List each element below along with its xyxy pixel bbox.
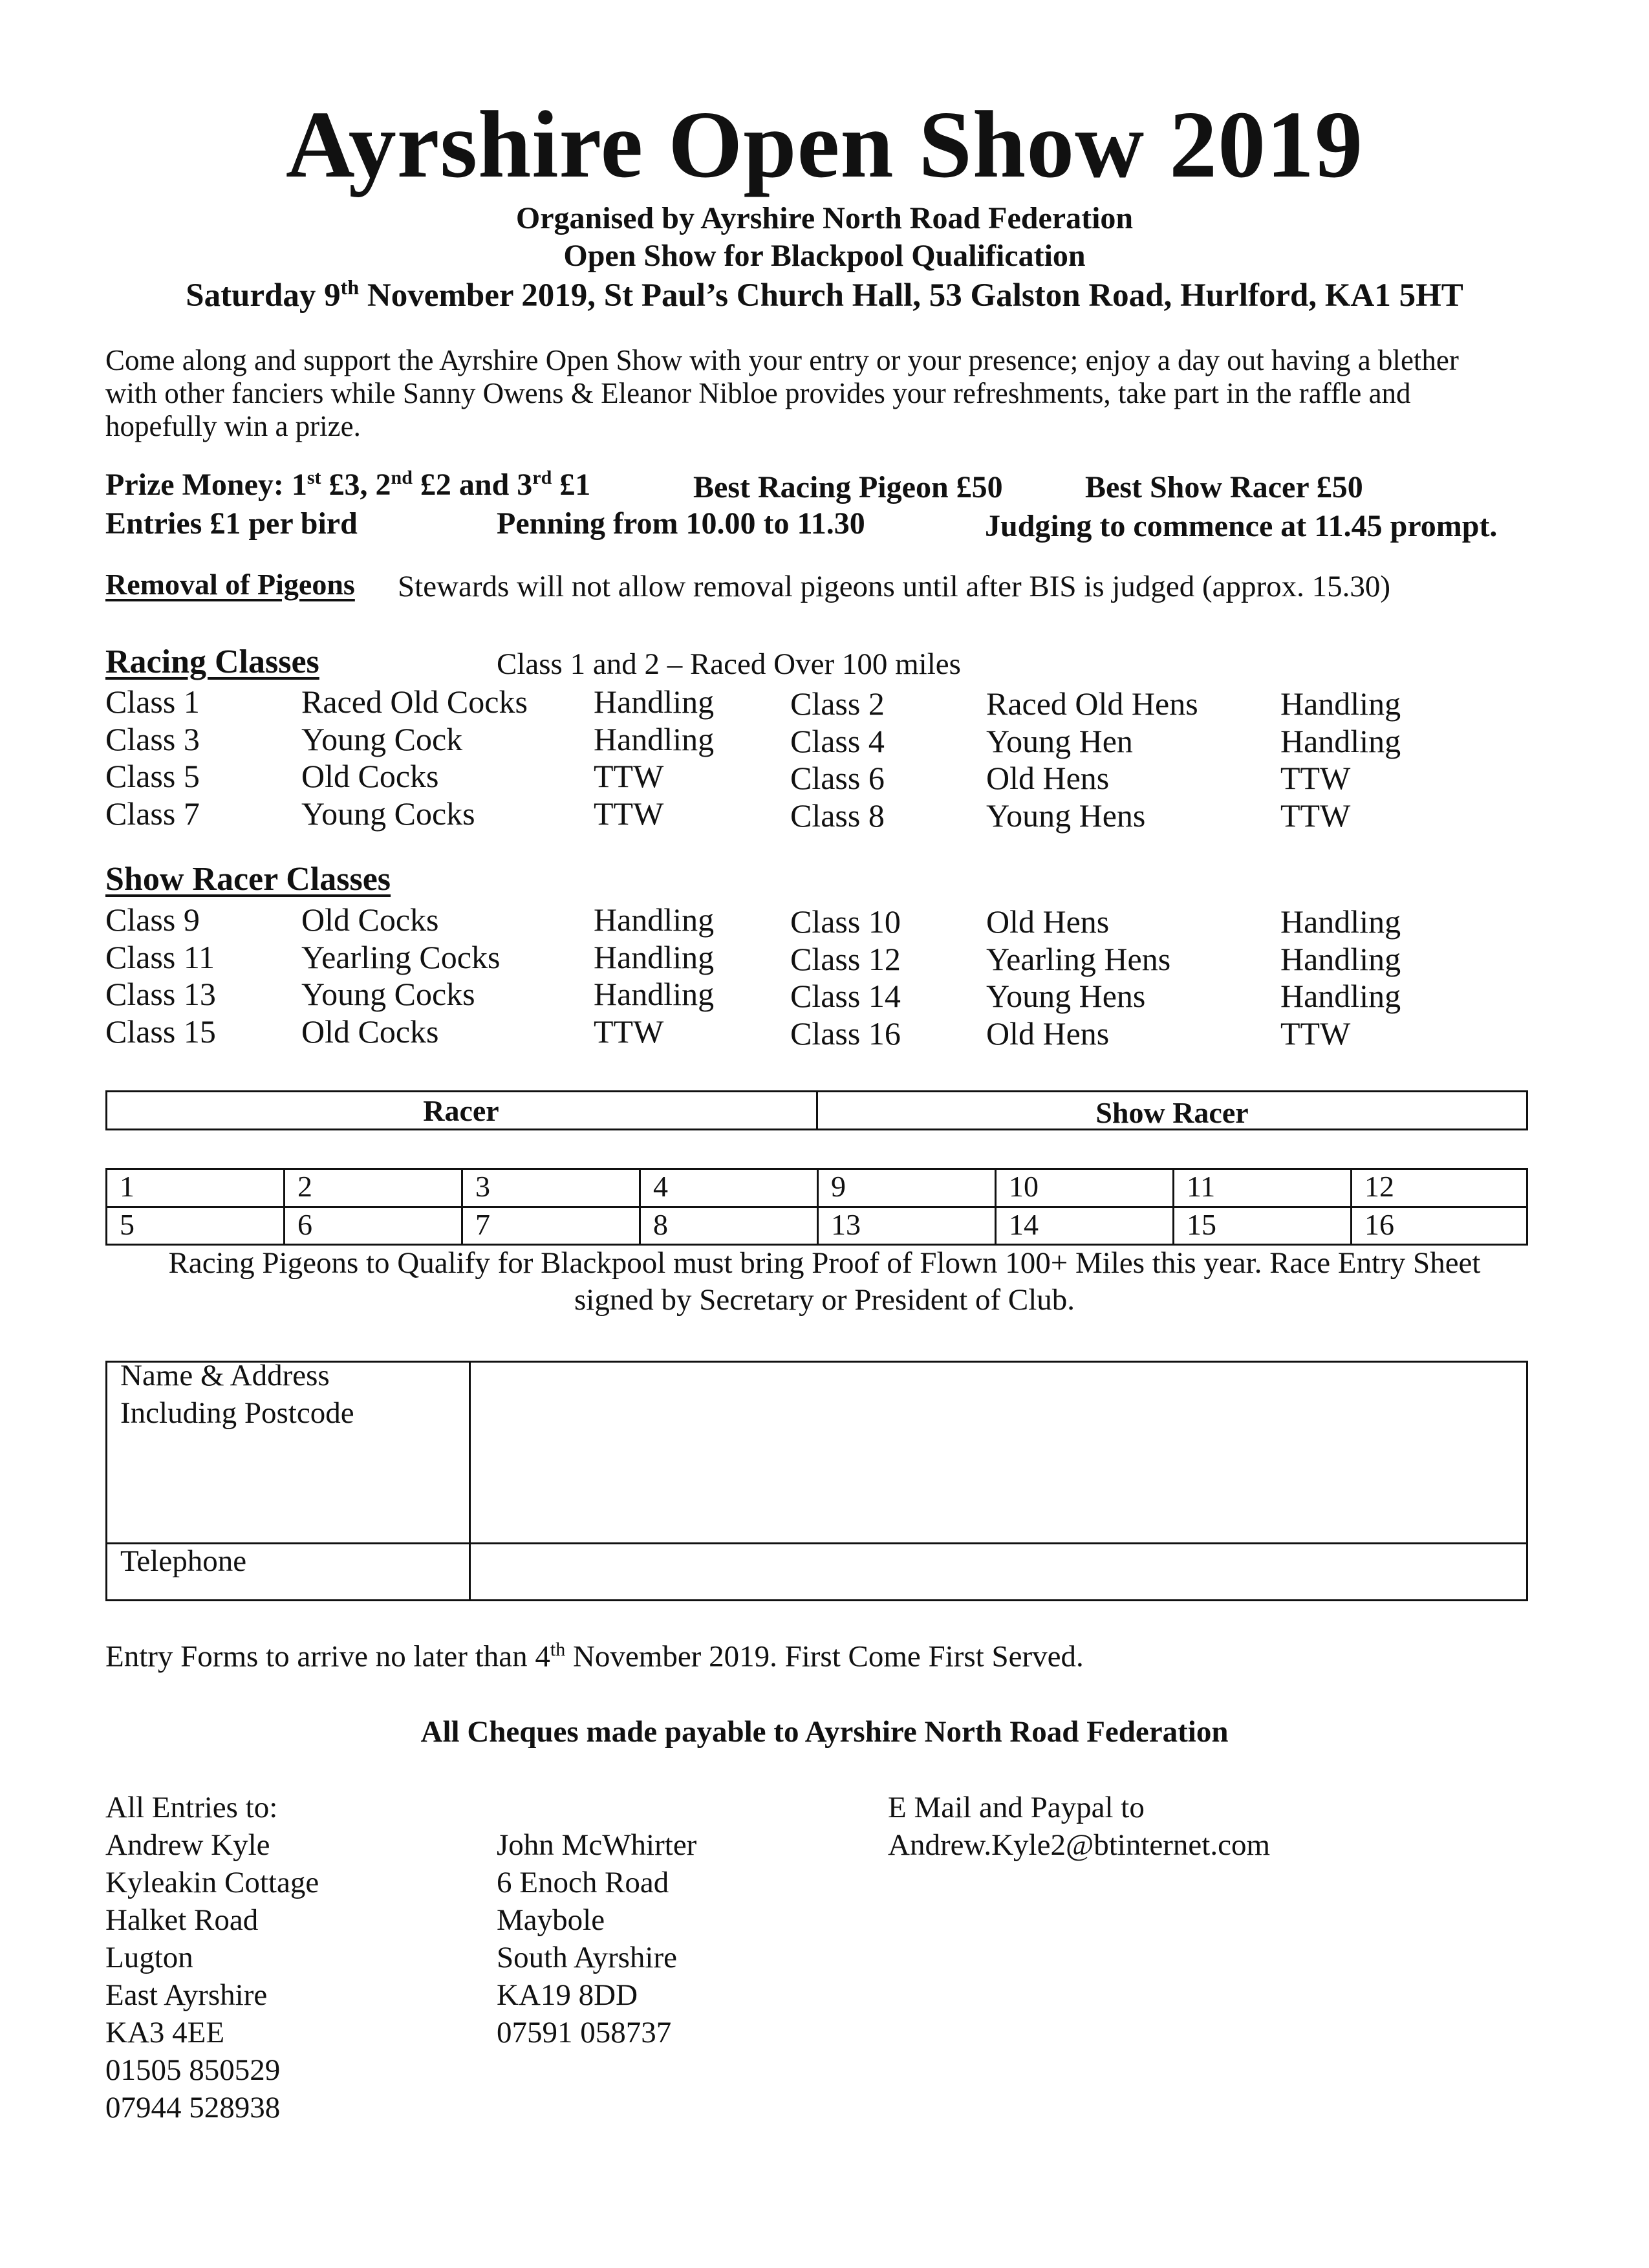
class-description: Young Cock	[301, 720, 463, 757]
class-number: Class 14	[790, 978, 901, 1014]
class-number: Class 3	[105, 720, 200, 757]
contact-line: 07944 528938	[105, 2091, 281, 2124]
removal-label: Removal of Pigeons	[105, 568, 355, 601]
organiser-line: Organised by Ayrshire North Road Federation	[515, 201, 1134, 235]
intro-line-3: hopefully win a prize.	[105, 410, 361, 442]
judging-method: Handling	[1280, 978, 1401, 1014]
contact-line: John McWhirter	[497, 1828, 697, 1862]
intro-line-2: with other fanciers while Sanny Owens & Eleanor Nibloe provides your refreshments, take part in the raffle and	[105, 377, 1411, 409]
entry-grid-cell[interactable]: 4	[653, 1170, 668, 1203]
telephone-field[interactable]	[471, 1545, 1525, 1599]
entry-grid-cell[interactable]: 14	[1009, 1208, 1039, 1241]
class-description: Old Hens	[986, 760, 1110, 796]
email-paypal-heading: E Mail and Paypal to	[888, 1791, 1145, 1824]
entry-grid-column-divider	[1172, 1168, 1174, 1246]
class-description: Young Hen	[986, 722, 1133, 759]
postcode-label: Including Postcode	[120, 1396, 354, 1430]
class-number: Class 6	[790, 760, 885, 796]
entry-grid-cell[interactable]: 2	[297, 1170, 312, 1203]
removal-text: Stewards will not allow removal pigeons until after BIS is judged (approx. 15.30)	[398, 570, 1391, 603]
class-number: Class 12	[790, 940, 901, 977]
cheques-payable: All Cheques made payable to Ayrshire North Road Federation	[420, 1715, 1229, 1749]
show-racer-classes-heading: Show Racer Classes	[105, 861, 391, 898]
judging-method: Handling	[594, 976, 715, 1012]
entry-grid-column-divider	[817, 1168, 819, 1246]
page-title: Ayrshire Open Show 2019	[285, 92, 1364, 198]
telephone-label: Telephone	[120, 1544, 247, 1578]
entry-grid-column-divider	[1350, 1168, 1352, 1246]
prize-money: Prize Money: 1st £3, 2nd £2 and 3rd £1	[105, 467, 591, 502]
class-number: Class 2	[790, 686, 885, 722]
racing-classes-note: Class 1 and 2 – Raced Over 100 miles	[497, 647, 961, 681]
class-description: Old Cocks	[301, 902, 439, 938]
class-number: Class 13	[105, 976, 216, 1012]
class-number: Class 1	[105, 684, 200, 720]
entry-grid-cell[interactable]: 11	[1187, 1170, 1216, 1203]
judging-method: TTW	[594, 1013, 664, 1050]
class-description: Old Cocks	[301, 1013, 439, 1050]
entry-grid-cell[interactable]: 3	[475, 1170, 490, 1203]
entry-grid-cell[interactable]: 5	[120, 1208, 135, 1241]
name-address-label: Name & Address	[120, 1359, 330, 1392]
entry-grid-cell[interactable]: 9	[831, 1170, 846, 1203]
judging-time: Judging to commence at 11.45 prompt.	[985, 509, 1498, 543]
email-address[interactable]: Andrew.Kyle2@btinternet.com	[888, 1828, 1271, 1862]
entry-grid-cell[interactable]: 16	[1364, 1208, 1394, 1241]
contact-line: East Ayrshire	[105, 1978, 268, 2012]
entry-grid-cell[interactable]: 7	[475, 1208, 490, 1241]
judging-method: Handling	[1280, 903, 1401, 940]
judging-method: TTW	[1280, 1015, 1351, 1052]
entry-grid-cell[interactable]: 15	[1187, 1208, 1216, 1241]
racing-classes-heading: Racing Classes	[105, 643, 319, 680]
class-description: Raced Old Cocks	[301, 684, 528, 720]
purpose-line: Open Show for Blackpool Qualification	[563, 239, 1086, 273]
penning-time: Penning from 10.00 to 11.30	[497, 506, 865, 541]
qualify-note-line-2: signed by Secretary or President of Club.	[574, 1283, 1075, 1317]
contact-line: Andrew Kyle	[105, 1828, 270, 1862]
class-description: Yearling Cocks	[301, 938, 501, 975]
entries-to-heading: All Entries to:	[105, 1791, 278, 1824]
class-number: Class 9	[105, 902, 200, 938]
judging-method: Handling	[1280, 940, 1401, 977]
entry-grid-cell[interactable]: 6	[297, 1208, 312, 1241]
entries-fee: Entries £1 per bird	[105, 506, 358, 541]
class-description: Young Hens	[986, 978, 1146, 1014]
class-description: Raced Old Hens	[986, 686, 1198, 722]
contact-line: 07591 058737	[497, 2016, 672, 2049]
contact-line: Halket Road	[105, 1903, 259, 1937]
racer-label: Racer	[423, 1094, 499, 1127]
class-number: Class 15	[105, 1013, 216, 1050]
class-number: Class 10	[790, 903, 901, 940]
form-row-divider	[105, 1542, 1528, 1544]
contact-line: 01505 850529	[105, 2053, 281, 2087]
class-description: Old Cocks	[301, 758, 439, 794]
judging-method: TTW	[594, 758, 664, 794]
class-description: Yearling Hens	[986, 940, 1171, 977]
best-racing-pigeon: Best Racing Pigeon £50	[693, 470, 1003, 504]
judging-method: TTW	[1280, 797, 1351, 834]
judging-method: Handling	[594, 902, 715, 938]
name-address-field[interactable]	[471, 1363, 1525, 1541]
entry-grid-cell[interactable]: 10	[1009, 1170, 1039, 1203]
intro-line-1: Come along and support the Ayrshire Open Show with your entry or your presence; enjoy a day out having a blether	[105, 344, 1459, 376]
judging-method: Handling	[1280, 686, 1401, 722]
entry-grid-cell[interactable]: 13	[831, 1208, 861, 1241]
class-number: Class 8	[790, 797, 885, 834]
qualify-note-line-1: Racing Pigeons to Qualify for Blackpool must bring Proof of Flown 100+ Miles this year. Race Entry Sheet	[168, 1246, 1481, 1280]
judging-method: Handling	[1280, 722, 1401, 759]
date-venue-line: Saturday 9th November 2019, St Paul’s Church Hall, 53 Galston Road, Hurlford, KA1 5HT	[186, 275, 1463, 314]
entry-grid-cell[interactable]: 8	[653, 1208, 668, 1241]
judging-method: Handling	[594, 720, 715, 757]
contact-line: Kyleakin Cottage	[105, 1866, 319, 1899]
contact-line: Lugton	[105, 1941, 193, 1974]
class-description: Old Hens	[986, 903, 1110, 940]
class-description: Young Hens	[986, 797, 1146, 834]
contact-line: KA19 8DD	[497, 1978, 638, 2012]
judging-method: Handling	[594, 684, 715, 720]
class-number: Class 16	[790, 1015, 901, 1052]
entry-grid-cell[interactable]: 1	[120, 1170, 135, 1203]
judging-method: TTW	[1280, 760, 1351, 796]
class-description: Young Cocks	[301, 976, 475, 1012]
class-number: Class 11	[105, 938, 215, 975]
entry-deadline: Entry Forms to arrive no later than 4th November 2019. First Come First Served.	[105, 1639, 1084, 1674]
class-number: Class 5	[105, 758, 200, 794]
contact-line: 6 Enoch Road	[497, 1866, 669, 1899]
entry-grid-column-divider	[461, 1168, 463, 1246]
contact-line: Maybole	[497, 1903, 605, 1937]
contact-line: South Ayrshire	[497, 1941, 677, 1974]
form-column-divider	[469, 1361, 471, 1601]
entry-grid-column-divider	[639, 1168, 641, 1246]
entry-grid-column-divider	[995, 1168, 997, 1246]
entry-grid-cell[interactable]: 12	[1364, 1170, 1394, 1203]
judging-method: Handling	[594, 938, 715, 975]
class-description: Old Hens	[986, 1015, 1110, 1052]
entry-grid-column-divider	[283, 1168, 285, 1246]
best-show-racer: Best Show Racer £50	[1085, 470, 1363, 504]
class-description: Young Cocks	[301, 795, 475, 832]
class-number: Class 7	[105, 795, 200, 832]
show-racer-label: Show Racer	[1095, 1096, 1249, 1129]
judging-method: TTW	[594, 795, 664, 832]
contact-line: KA3 4EE	[105, 2016, 225, 2049]
class-number: Class 4	[790, 722, 885, 759]
